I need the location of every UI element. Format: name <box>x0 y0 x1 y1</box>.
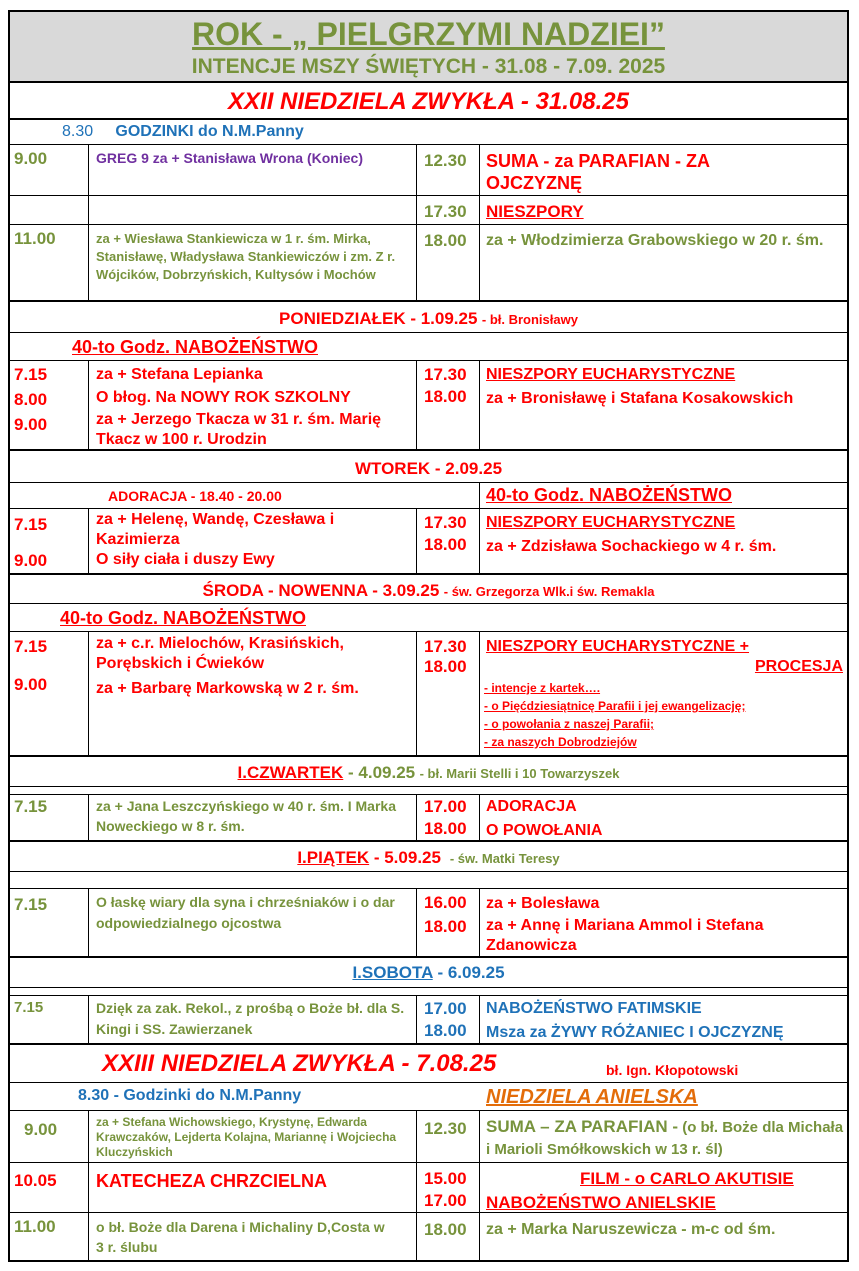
intention: SUMA - za PARAFIAN - ZA OJCZYZNĘ <box>486 151 710 193</box>
sunday2-title: XXIII NIEDZIELA ZWYKŁA - 7.08.25 <box>102 1050 497 1077</box>
time: 18.00 <box>424 819 467 838</box>
time: 17.00 <box>424 999 467 1018</box>
divider <box>88 888 89 956</box>
divider <box>416 794 417 840</box>
divider <box>416 888 417 956</box>
time: 12.30 <box>424 1119 467 1138</box>
intention: za + Bolesława <box>486 895 600 912</box>
divider <box>10 144 847 145</box>
time: 8.00 <box>14 390 48 409</box>
divider <box>479 995 480 1043</box>
time: 9.00 <box>24 1120 58 1139</box>
intention: o bł. Boże dla Darena i Michaliny D,Costa w 3 r. ślubu <box>96 1219 385 1255</box>
divider <box>10 1110 847 1111</box>
divider <box>10 1212 847 1213</box>
time: 7.15 <box>14 637 48 656</box>
divider <box>10 449 847 451</box>
intention: za + Annę i Mariana Ammol i Stefana Zdanowicza <box>486 917 764 954</box>
time: 9.00 <box>14 415 48 434</box>
intention: ADORACJA <box>486 798 577 815</box>
divider <box>479 794 480 840</box>
time: 18.00 <box>424 387 467 406</box>
time: 9.00 <box>14 551 48 570</box>
intention: za + Helenę, Wandę, Czesława i Kazimierza <box>96 511 335 548</box>
time: 18.00 <box>424 535 467 554</box>
intention: O siły ciała i duszy Ewy <box>96 551 275 568</box>
divider <box>479 144 480 300</box>
time: 18.00 <box>424 1021 467 1040</box>
sunday2-saint: bł. Ign. Kłopotowski <box>606 1062 739 1078</box>
divider <box>10 1162 847 1163</box>
time: 18.00 <box>424 1220 467 1239</box>
divider <box>10 118 847 120</box>
time: 7.15 <box>14 515 48 534</box>
divider <box>10 224 847 225</box>
note: - intencje z kartek…. <box>484 681 601 695</box>
divider <box>416 508 417 573</box>
divider <box>88 144 89 300</box>
divider <box>88 794 89 840</box>
tuesday-title: WTOREK - 2.09.25 <box>354 459 503 478</box>
intention: O łaskę wiary dla syna i chrześniaków i o dar odpowiedzialnego ojcostwa <box>96 894 395 931</box>
thursday-title: I.CZWARTEK - 4.09.25 - bł. Marii Stelli i 10 Towarzyszek <box>237 763 620 782</box>
note: - za naszych Dobrodziejów <box>484 735 637 749</box>
divider <box>10 508 847 509</box>
divider <box>10 360 847 361</box>
divider <box>10 1043 847 1045</box>
divider <box>10 755 847 757</box>
time: 7.15 <box>14 797 48 816</box>
divider <box>88 995 89 1043</box>
divider <box>10 631 847 632</box>
intention: za + Stefana Wichowskiego, Krystynę, Edwarda Krawczaków, Lejderta Kolajna, Mariannę i Wojciecha Kluczyńskich <box>96 1115 397 1159</box>
divider <box>10 840 847 842</box>
intention: za + Włodzimierza Grabowskiego w 20 r. śm. <box>486 232 824 249</box>
page-subtitle: INTENCJE MSZY ŚWIĘTYCH - 31.08 - 7.09. 2025 <box>191 55 666 78</box>
sunday2-special: NIEDZIELA ANIELSKA <box>486 1086 698 1108</box>
intention: NIESZPORY <box>486 202 584 221</box>
divider <box>10 956 847 958</box>
wednesday-devotion: 40-to Godz. NABOŻEŃSTWO <box>60 608 306 628</box>
divider <box>10 195 847 196</box>
time: 9.00 <box>14 149 48 168</box>
intention: O POWOŁANIA <box>486 822 603 839</box>
intention: NIESZPORY EUCHARYSTYCZNE <box>486 366 736 383</box>
divider <box>416 360 417 449</box>
time: 12.30 <box>424 151 467 170</box>
divider <box>10 987 847 988</box>
divider <box>10 1082 847 1083</box>
monday-title: PONIEDZIAŁEK - 1.09.25 - bł. Bronisławy <box>279 309 578 328</box>
divider <box>10 888 847 889</box>
divider <box>10 871 847 872</box>
divider <box>10 603 847 604</box>
intention: za + c.r. Mielochów, Krasińskich, Porębskich i Ćwieków <box>96 635 344 672</box>
time: 18.00 <box>424 231 467 250</box>
divider <box>416 144 417 300</box>
time: 7.15 <box>14 895 48 914</box>
divider <box>10 786 847 787</box>
intention: NIESZPORY EUCHARYSTYCZNE <box>486 514 736 531</box>
tuesday-adoration: ADORACJA - 18.40 - 20.00 <box>108 488 282 504</box>
note: - o powołania z naszej Parafii; <box>484 717 655 731</box>
intention: Dzięk za zak. Rekol., z prośbą o Boże bł. dla S. Kingi i SS. Zawierzanek <box>96 1000 405 1037</box>
time: 17.30 <box>424 202 467 221</box>
divider <box>88 508 89 573</box>
sunday1-godzinki: 8.30 GODZINKI do N.M.Panny <box>62 123 304 140</box>
divider <box>416 631 417 755</box>
friday-title: I.PIĄTEK - 5.09.25 - św. Matki Teresy <box>297 848 560 867</box>
intention: NABOŻEŃSTWO FATIMSKIE <box>486 1000 702 1017</box>
divider <box>10 332 847 333</box>
divider <box>10 81 847 83</box>
intention: za + Jerzego Tkacza w 31 r. śm. Marię Tkacz w 100 r. Urodzin <box>96 411 382 448</box>
intention: FILM - o CARLO AKUTISIE <box>580 1169 794 1188</box>
intention: za + Bronisławę i Stafana Kosakowskich <box>486 390 794 407</box>
time: 17.30 <box>424 365 467 384</box>
divider <box>416 995 417 1043</box>
divider <box>10 300 847 302</box>
divider <box>10 995 847 996</box>
time: 11.00 <box>14 1217 56 1236</box>
divider <box>88 1110 89 1260</box>
intention: za + Jana Leszczyńskiego w 40 r. śm. I Marka Noweckiego w 8 r. śm. <box>96 798 396 834</box>
page-title: ROK - „ PIELGRZYMI NADZIEI” <box>192 16 665 52</box>
intention: O błog. Na NOWY ROK SZKOLNY <box>96 389 351 406</box>
divider <box>479 631 480 755</box>
time: 17.00 <box>424 797 467 816</box>
intention: za + Marka Naruszewicza - m-c od śm. <box>486 1221 776 1238</box>
intention: Msza za ŻYWY RÓŻANIEC I OJCZYZNĘ <box>486 1024 784 1041</box>
time: 18.00 <box>424 917 467 936</box>
wednesday-title: ŚRODA - NOWENNA - 3.09.25 - św. Grzegorza Wlk.i św. Remakla <box>202 581 655 600</box>
time: 17.30 <box>424 637 467 656</box>
intention: SUMA – ZA PARAFIAN - (o bł. Boże dla Michała i Marioli Smółkowskich w 13 r. śl) <box>486 1117 844 1158</box>
intention: PROCESJA <box>754 658 843 675</box>
divider <box>10 573 847 575</box>
time: 15.00 <box>424 1169 467 1188</box>
time: 16.00 <box>424 893 467 912</box>
intention: za + Stefana Lepianka <box>96 366 263 383</box>
schedule-sheet <box>8 10 849 1262</box>
time: 9.00 <box>14 675 48 694</box>
divider <box>88 631 89 755</box>
intention: za + Barbarę Markowską w 2 r. śm. <box>96 680 359 697</box>
sunday2-godzinki: 8.30 - Godzinki do N.M.Panny <box>78 1087 302 1104</box>
intention: NIESZPORY EUCHARYSTYCZNE + <box>486 638 750 655</box>
time: 17.30 <box>424 513 467 532</box>
note: - o Pięćdziesiątnicę Parafii i jej ewangelizację; <box>484 699 746 713</box>
time: 11.00 <box>14 229 56 248</box>
divider <box>10 794 847 795</box>
divider <box>88 360 89 449</box>
intention: KATECHEZA CHRZCIELNA <box>96 1171 327 1191</box>
intention: za + Zdzisława Sochackiego w 4 r. śm. <box>486 538 777 555</box>
tuesday-devotion: 40-to Godz. NABOŻEŃSTWO <box>486 485 732 505</box>
intention: GREG 9 za + Stanisława Wrona (Koniec) <box>96 150 363 166</box>
divider <box>479 360 480 449</box>
sunday1-title: XXII NIEDZIELA ZWYKŁA - 31.08.25 <box>228 88 629 115</box>
intention: NABOŻEŃSTWO ANIELSKIE <box>486 1193 716 1212</box>
intention: za + Wiesława Stankiewicza w 1 r. śm. Mirka, Stanisławę, Władysława Stankiewiczów i zm. Z r. Wójcików, Dobrzyńskich, Kultysów i Mochów <box>96 231 396 282</box>
monday-devotion: 40-to Godz. NABOŻEŃSTWO <box>72 337 318 357</box>
time: 17.00 <box>424 1191 467 1210</box>
divider <box>479 888 480 956</box>
divider <box>479 1110 480 1260</box>
saturday-title: I.SOBOTA - 6.09.25 <box>352 963 505 982</box>
divider <box>416 1110 417 1260</box>
divider <box>479 482 480 573</box>
time: 7.15 <box>14 999 44 1016</box>
divider <box>10 482 847 483</box>
time: 7.15 <box>14 365 48 384</box>
time: 10.05 <box>14 1171 57 1190</box>
time: 18.00 <box>424 657 467 676</box>
